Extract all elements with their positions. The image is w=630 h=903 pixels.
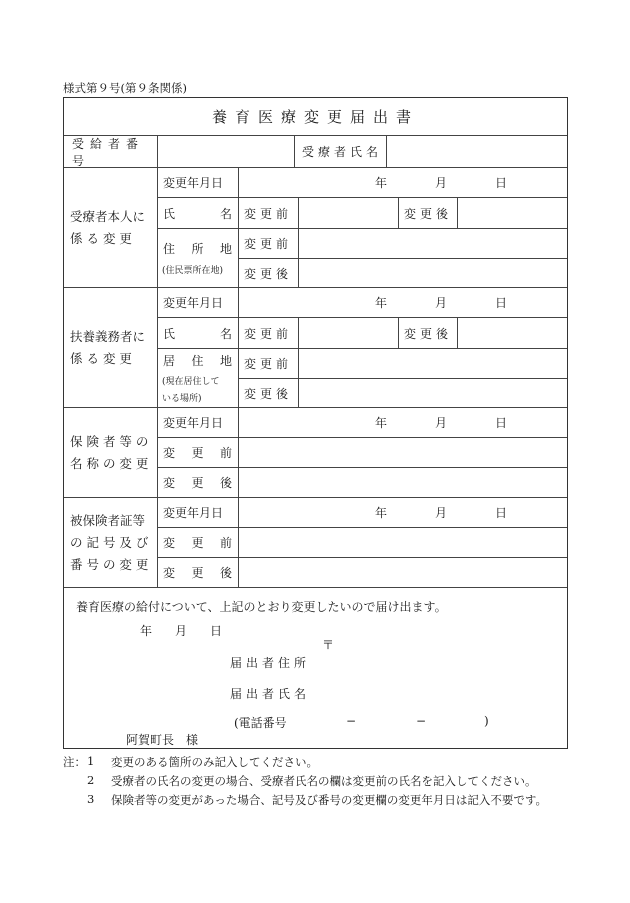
notes-prefix: 注： — [63, 755, 86, 769]
declaration-year: 年 — [140, 624, 153, 638]
declaration-day: 日 — [210, 624, 223, 638]
s4-after-label: 変 更 後 — [163, 566, 232, 580]
s4-before-label: 変 更 前 — [163, 536, 232, 550]
s3-before-label: 変 更 前 — [163, 446, 232, 460]
applicant-address-label: 届出者住所 — [230, 656, 311, 670]
s1-address-before-field[interactable] — [298, 229, 567, 258]
change-notification-form — [63, 97, 568, 749]
note-1-text: 変更のある箇所のみ記入してください。 — [111, 755, 318, 769]
phone-dash-2: − — [416, 714, 427, 728]
declaration-statement: 養育医療の給付について、上記のとおり変更したいので届け出ます。 — [76, 600, 447, 614]
note-1-number: 1 — [87, 754, 95, 768]
note-2-text: 受療者の氏名の変更の場合、受療者氏名の欄は変更前の氏名を記入してください。 — [111, 774, 537, 788]
patient-name-label: 受療者氏名 — [302, 145, 383, 159]
s2-residence-before-label: 変更前 — [244, 357, 293, 371]
s1-name-after-label: 変更後 — [404, 206, 453, 221]
s2-name-before-label: 変更前 — [244, 326, 293, 341]
s4-before-field[interactable] — [238, 528, 567, 557]
section-patient-label: 受療者本人に 係 る 変 更 — [70, 208, 146, 246]
recipient-number-label: 受給者番号 — [72, 136, 145, 168]
s2-residence-label: 居 住 地 (現在居住して いる場所) — [162, 354, 232, 404]
s3-date-field[interactable]: 年 月 日 — [375, 416, 508, 430]
s2-name-after-label: 変更後 — [404, 326, 453, 341]
postal-mark: 〒 — [322, 638, 335, 652]
phone-dash-1: − — [346, 714, 357, 728]
declaration-month: 月 — [175, 624, 188, 638]
s3-date-label: 変更年月日 — [163, 416, 224, 430]
applicant-name-field[interactable] — [326, 681, 556, 701]
s1-name-before-field[interactable] — [298, 198, 398, 228]
s2-residence-before-field[interactable] — [298, 349, 567, 378]
s3-after-label: 変 更 後 — [163, 476, 232, 490]
s1-date-field[interactable]: 年 月 日 — [375, 176, 508, 190]
patient-name-field[interactable] — [386, 136, 567, 167]
s2-name-after-field[interactable] — [457, 318, 567, 348]
s1-date-label: 変更年月日 — [163, 176, 224, 190]
s2-residence-after-label: 変更後 — [244, 386, 293, 401]
note-3-text: 保険者等の変更があった場合、記号及び番号の変更欄の変更年月日は記入不要です。 — [111, 793, 547, 807]
s1-name-label: 氏 名 — [163, 206, 232, 221]
recipient-number-field[interactable] — [157, 136, 293, 167]
s4-date-field[interactable]: 年 月 日 — [375, 506, 508, 520]
s2-name-before-field[interactable] — [298, 318, 398, 348]
section-insurance-card-label: 被保険者証等 の 記 号 及 び 番 号 の 変 更 — [70, 512, 149, 572]
s2-residence-after-field[interactable] — [298, 379, 567, 407]
s3-after-field[interactable] — [238, 468, 567, 497]
s2-date-label: 変更年月日 — [163, 296, 224, 310]
s4-date-label: 変更年月日 — [163, 506, 224, 520]
section-guardian-label: 扶養義務者に 係 る 変 更 — [70, 328, 146, 366]
s2-date-field[interactable]: 年 月 日 — [375, 296, 508, 310]
form-number: 様式第９号(第９条関係) — [63, 81, 187, 95]
s1-name-after-field[interactable] — [457, 198, 567, 228]
phone-open: (電話番号 — [234, 716, 287, 730]
phone-close: ) — [484, 714, 489, 728]
applicant-name-label: 届出者氏名 — [230, 687, 311, 701]
s1-address-before-label: 変更前 — [244, 237, 293, 251]
notes — [63, 754, 568, 814]
s1-address-after-field[interactable] — [298, 259, 567, 287]
s1-address-after-label: 変更後 — [244, 266, 293, 281]
form-title: 養育医療変更届出書 — [211, 108, 419, 126]
s3-before-field[interactable] — [238, 438, 567, 467]
s2-name-label: 氏 名 — [163, 326, 232, 341]
s1-name-before-label: 変更前 — [244, 206, 293, 221]
note-3-number: 3 — [87, 792, 95, 806]
note-2-number: 2 — [87, 773, 95, 787]
section-insurer-label: 保 険 者 等 の 名 称 の 変 更 — [70, 433, 149, 471]
addressee: 阿賀町長 様 — [126, 733, 199, 747]
s1-address-label: 住 所 地 (住民票所在地) — [162, 242, 232, 276]
applicant-address-field[interactable] — [326, 650, 556, 670]
s4-after-field[interactable] — [238, 558, 567, 587]
